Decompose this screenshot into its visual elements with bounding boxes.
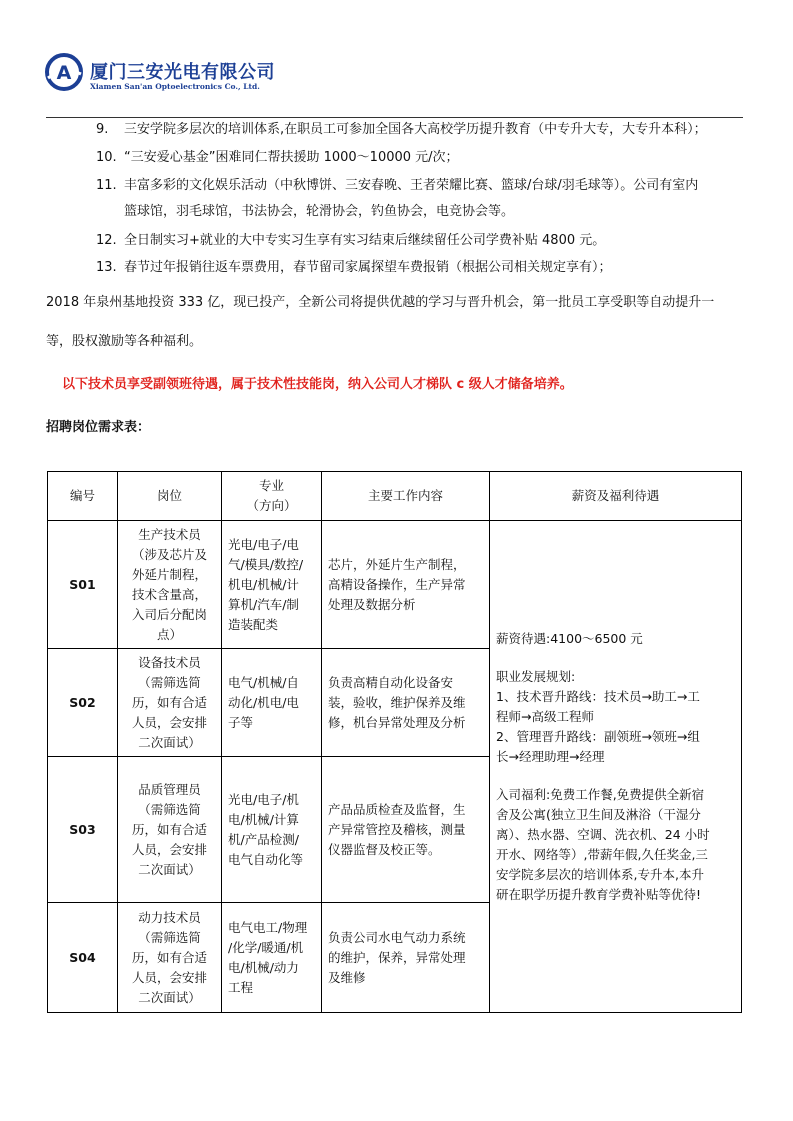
position-name: 品质管理员 （需筛选简 历，如有合适 人员，会安排 二次面试） [118,757,222,903]
main-duties: 产品品质检查及监督，生 产异常管控及稽核，测量 仪器监督及校正等。 [322,757,490,903]
benefit-text: “三安爱心基金”困难同仁帮扶援助 1000～10000 元/次； [124,150,459,165]
position-code: S04 [48,903,118,1013]
benefit-text: 春节过年报销往返车票费用，春节留司家属探望车费报销（根据公司相关规定享有）； [124,260,612,275]
company-logo [44,52,275,98]
main-duties: 芯片，外延片生产制程， 高精设备操作，生产异常 处理及数据分析 [322,521,490,649]
position-code: S02 [48,649,118,757]
position-code: S01 [48,521,118,649]
benefit-text: 全日制实习+就业的大中专实习生享有实习结束后继续留任公司学费补贴 4800 元。 [124,233,606,248]
company-name-cn: 厦门三安光电有限公司 [90,62,275,83]
benefit-item-11 [96,173,698,199]
welfare-text: 入司福利:免费工作餐,免费提供全新宿 [496,786,705,802]
main-duties: 负责公司水电气动力系统 的维护，保养，异常处理 及维修 [322,903,490,1013]
position-code: S03 [48,757,118,903]
career-title: 职业发展规划: [496,668,576,684]
investment-paragraph-line1: 2018 年泉州基地投资 333 亿，现已投产，全新公司将提供优越的学习与晋升机会，第一批员工享受职等自动提升一 [46,295,715,310]
benefit-text: 三安学院多层次的培训体系,在职员工可参加全国各大高校学历提升教育（中专升大专，大专升本科）； [124,122,707,137]
sanan-logo-icon [44,52,84,92]
table-header-row [48,472,742,521]
technician-notice: 以下技术员享受副领班待遇，属于技术性技能岗，纳入公司人才梯队 c 级人才储备培养。 [62,377,573,392]
investment-paragraph-line2: 等，股权激励等各种福利。 [46,334,203,349]
position-name: 动力技术员 （需筛选简 历，如有合适 人员，会安排 二次面试） [118,903,222,1013]
logo-letter: A [56,62,72,84]
major-direction: 电气电工/物理 /化学/暖通/机 电/机械/动力 工程 [222,903,322,1013]
header-major [222,472,322,521]
benefit-number: 13. [96,260,117,275]
benefit-item-13 [96,255,612,281]
benefit-item-11-continued: 篮球馆，羽毛球馆，书法协会，轮滑协会，钓鱼协会，电竞协会等。 [124,204,515,219]
table-row [48,521,742,649]
major-direction: 光电/电子/机 电/机械/计算 机/产品检测/ 电气自动化等 [222,757,322,903]
benefit-number: 9. [96,122,109,137]
header-position: 岗位 [118,472,222,521]
salary-benefits: 薪资待遇:4100～6500 元 职业发展规划: 1、技术晋升路线：技术员→助工→工 程师→高级工程师 2、管理晋升路线：副领班→领班→组 长→经理助理→经理 入司福利:免费工作餐,免费提供全新宿 舍及公寓(独立卫生间及淋浴（干湿分 离）、热水器、空调、洗衣机、24 小时 开水、网络等）,带薪年假,久任奖金,三 安学院多层次的培训体系,专升本,本升 研在职学历提升教育学费补贴等优待! [490,521,742,1013]
position-name: 设备技术员 （需筛选简 历，如有合适 人员，会安排 二次面试） [118,649,222,757]
salary-range: 薪资待遇:4100～6500 元 [496,630,643,646]
major-direction: 电气/机械/自 动化/机电/电 子等 [222,649,322,757]
company-name-en: Xiamen San'an Optoelectronics Co., Ltd. [90,82,260,91]
benefit-item-10 [96,145,459,171]
benefit-number: 12. [96,233,117,248]
benefit-number: 11. [96,178,117,193]
header-duty: 主要工作内容 [322,472,490,521]
benefit-text: 丰富多彩的文化娱乐活动（中秋博饼、三安春晚、王者荣耀比赛、篮球/台球/羽毛球等）。公司有室内 [124,178,699,193]
table-title: 招聘岗位需求表： [46,420,151,435]
position-name: 生产技术员 （涉及芯片及 外延片制程， 技术含量高， 入司后分配岗 点） [118,521,222,649]
header-code: 编号 [48,472,118,521]
major-direction: 光电/电子/电 气/模具/数控/ 机电/机械/计 算机/汽车/制 造装配类 [222,521,322,649]
benefit-item-9 [96,117,707,143]
benefit-item-12 [96,228,605,254]
benefit-number: 10. [96,150,117,165]
header-major-line2: （方向） [246,498,297,513]
header-major-line1: 专业 [258,478,284,493]
header-pay: 薪资及福利待遇 [490,472,742,521]
recruitment-table [47,471,742,1013]
main-duties: 负责高精自动化设备安 装，验收，维护保养及维 修，机台异常处理及分析 [322,649,490,757]
